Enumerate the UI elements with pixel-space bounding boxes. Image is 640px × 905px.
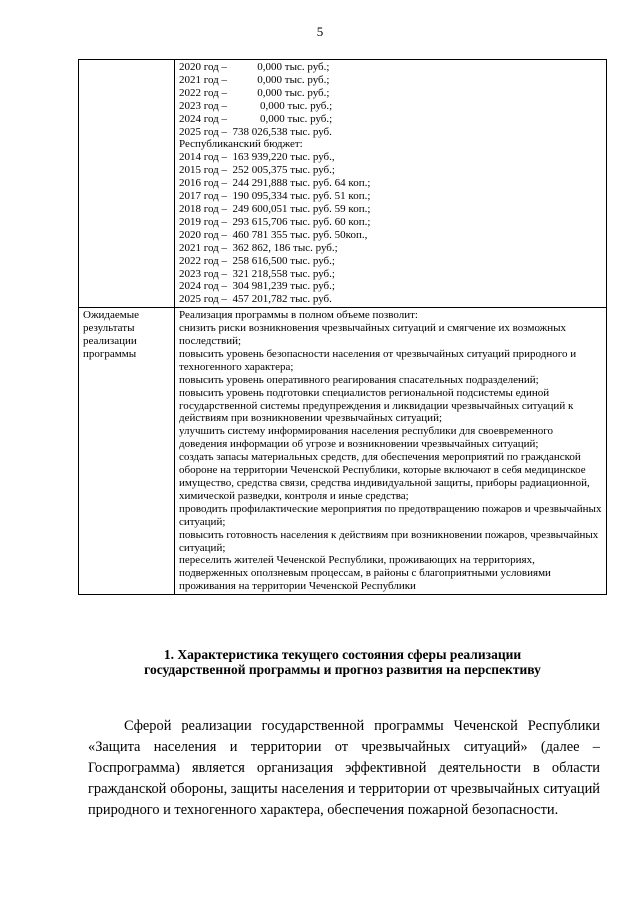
result-item: улучшить систему информирования населения республики для своевременного доведения информации об угрозе и возникновении чрезвычайных ситуаций; xyxy=(179,425,554,451)
financing-line: 2016 год – 244 291,888 тыс. руб. 64 коп.; xyxy=(179,177,371,190)
financing-line: 2024 год – 304 981,239 тыс. руб.; xyxy=(179,280,335,293)
table-cell-label: Ожидаемые результаты реализации программы xyxy=(79,308,175,595)
passport-table xyxy=(78,59,607,595)
financing-subheading: Республиканский бюджет: xyxy=(179,138,303,151)
financing-line: 2022 год – 0,000 тыс. руб.; xyxy=(179,86,330,99)
result-item: переселить жителей Чеченской Республики, проживающих на территориях, подверженных оползневым процессам, в районы с благоприятными условиями проживания на территории Чеченской Республики xyxy=(179,554,551,593)
financing-line: 2023 год – 0,000 тыс. руб.; xyxy=(179,99,333,112)
financing-line: 2025 год – 457 201,782 тыс. руб. xyxy=(179,293,332,306)
result-item: Реализация программы в полном объеме позволит: xyxy=(179,309,418,322)
page-number: 5 xyxy=(316,24,324,39)
result-item: повысить уровень оперативного реагирования спасательных подразделений; xyxy=(179,373,539,386)
result-item: проводить профилактические мероприятия по предотвращению пожаров и чрезвычайных ситуаций; xyxy=(179,502,602,528)
financing-line: 2018 год – 249 600,051 тыс. руб. 59 коп.; xyxy=(179,202,371,215)
financing-cell xyxy=(175,60,607,308)
table-row-financing xyxy=(79,60,607,308)
financing-line: 2017 год – 190 095,334 тыс. руб. 51 коп.; xyxy=(179,190,371,203)
financing-line: 2020 год – 0,000 тыс. руб.; xyxy=(179,61,330,73)
financing-line: 2019 год – 293 615,706 тыс. руб. 60 коп.; xyxy=(179,215,371,228)
financing-line: 2021 год – 0,000 тыс. руб.; xyxy=(179,73,330,86)
financing-line: 2015 год – 252 005,375 тыс. руб.; xyxy=(179,164,335,177)
result-item: создать запасы материальных средств, для обеспечения мероприятий по гражданской обороне на территории Чеченской Республики, которые включают в себя медицинское имущество, средства связи, средства индивидуальной защиты, приборы радиационной, химической разведки, контроля и иные средства; xyxy=(179,451,590,502)
section-title-line-2: государственной программы и прогноз развития на перспективу xyxy=(144,662,541,677)
result-item: снизить риски возникновения чрезвычайных ситуаций и смягчение их возможных последствий; xyxy=(179,322,567,348)
financing-line: 2024 год – 0,000 тыс. руб.; xyxy=(179,112,333,125)
financing-line: 2021 год – 362 862, 186 тыс. руб.; xyxy=(179,241,338,254)
result-item: повысить готовность населения к действиям при возникновении пожаров, чрезвычайных ситуаций; xyxy=(179,528,599,554)
financing-line: 2022 год – 258 616,500 тыс. руб.; xyxy=(179,254,335,267)
financing-line: 2025 год – 738 026,538 тыс. руб. xyxy=(179,125,332,138)
result-item: повысить уровень подготовки специалистов региональной подсистемы единой государственной системы предупреждения и ликвидации чрезвычайных ситуаций к действиям при возникновении чрезвычайных ситуаций; xyxy=(179,386,574,425)
financing-line: 2014 год – 163 939,220 тыс. руб., xyxy=(179,151,335,164)
table-cell-label xyxy=(79,60,175,308)
table-row-results xyxy=(79,308,607,595)
financing-line: 2023 год – 321 218,558 тыс. руб.; xyxy=(179,267,335,280)
body-paragraph: Сферой реализации государственной программы Чеченской Республики «Защита населения и территории от чрезвычайных ситуаций» (далее – Госпрограмма) является организация эффективной деятельности в области гражданской обороны, защиты населения и территории от чрезвычайных ситуаций природного и техногенного характера, обеспечения пожарной безопасности. xyxy=(88,718,600,818)
section-title-line-1: 1. Характеристика текущего состояния сферы реализации xyxy=(163,647,522,662)
financing-line: 2020 год – 460 781 355 тыс. руб. 50коп., xyxy=(179,228,368,241)
result-item: повысить уровень безопасности населения от чрезвычайных ситуаций природного и техногенного характера; xyxy=(179,347,577,373)
results-cell xyxy=(175,308,607,595)
section-title xyxy=(78,647,607,677)
